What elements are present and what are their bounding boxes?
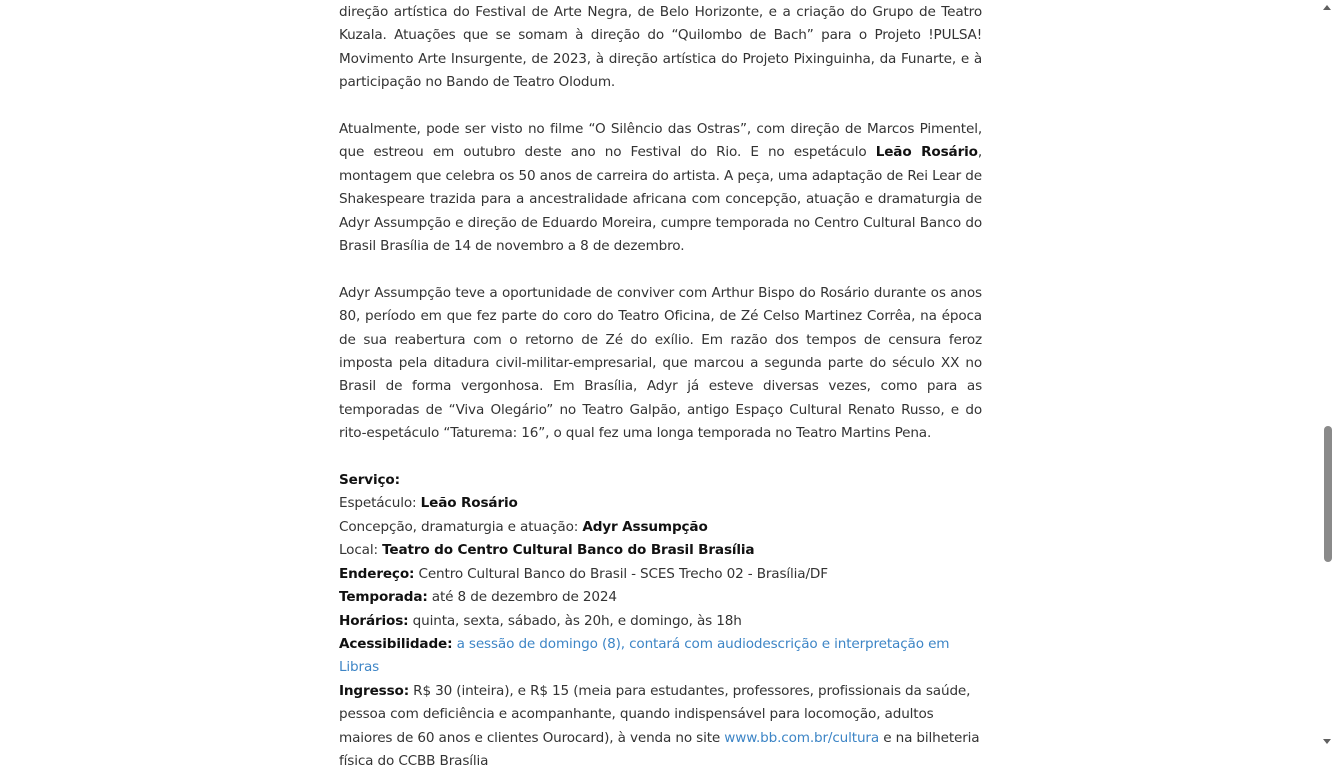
service-accessibility-label: Acessibilidade: <box>339 635 453 652</box>
scroll-down-arrow-icon[interactable] <box>1323 739 1331 744</box>
service-schedule-label: Horários: <box>339 612 409 629</box>
scrollbar-thumb[interactable] <box>1324 426 1332 562</box>
service-show-value: Leão Rosário <box>420 495 518 512</box>
service-tickets-label: Ingresso: <box>339 682 409 699</box>
service-show <box>339 492 982 515</box>
service-venue-value: Teatro do Centro Cultural Banco do Brasil Brasília <box>382 542 755 559</box>
service-address-value: Centro Cultural Banco do Brasil - SCES Trecho 02 - Brasília/DF <box>414 565 828 582</box>
paragraph-current-work-text-1: Atualmente, pode ser visto no filme “O Silêncio das Ostras”, com direção de Marcos Pimentel, que estreou em outubro deste ano no Festival do Rio. E no espetáculo <box>339 121 982 161</box>
service-address <box>339 563 982 586</box>
vertical-scrollbar[interactable] <box>1320 0 1335 749</box>
paragraph-current-work <box>339 118 982 258</box>
service-accessibility <box>339 633 982 680</box>
service-season-value: até 8 de dezembro de 2024 <box>427 589 617 606</box>
accessibility-link[interactable]: a sessão de domingo (8), contará com audiodescrição e interpretação em Libras <box>339 635 950 676</box>
service-tickets-text-1: R$ 30 (inteira), e R$ 15 (meia para estudantes, professores, profissionais da saúde, pessoa com deficiência e acompanhante, quando indispensável para locomoção, adultos maiores de 60 anos e clientes Ourocard), à venda no site <box>339 682 971 746</box>
paragraph-current-work-text-2: , montagem que celebra os 50 anos de carreira do artista. A peça, uma adaptação de Rei Lear de Shakespeare trazida para a ancestralidade africana com concepção, atuação e dramaturgia de Adyr Assumpção e direção de Eduardo Moreira, cumpre temporada no Centro Cultural Banco do Brasil Brasília de 14 de novembro a 8 de dezembro. <box>339 144 982 255</box>
scroll-up-arrow-icon[interactable] <box>1323 5 1331 10</box>
service-heading <box>339 469 982 492</box>
paragraph-history: Adyr Assumpção teve a oportunidade de conviver com Arthur Bispo do Rosário durante os anos 80, período em que fez parte do coro do Teatro Oficina, de Zé Celso Martinez Corrêa, na época de sua reabertura com o retorno de Zé do exílio. Em razão dos tempos de censura feroz imposta pela ditadura civil-militar-empresarial, que marcou a segunda parte do século XX no Brasil de forma vergonhosa. Em Brasília, Adyr já esteve diversas vezes, como para as temporadas de “Viva Olegário” no Teatro Galpão, antigo Espaço Cultural Renato Russo, e do rito-espetáculo “Taturema: 16”, o qual fez uma longa temporada no Teatro Martins Pena. <box>339 284 982 442</box>
service-season <box>339 586 982 609</box>
service-heading-text: Serviço: <box>339 472 400 489</box>
service-conception <box>339 516 982 539</box>
service-schedule <box>339 610 982 633</box>
service-tickets <box>339 680 982 773</box>
service-venue-label: Local: <box>339 542 383 559</box>
show-title-bold: Leão Rosário <box>875 144 978 161</box>
service-tickets-text-2: e na bilheteria física do CCBB Brasília <box>339 729 980 769</box>
service-venue <box>339 539 982 562</box>
service-address-label: Endereço: <box>339 565 415 582</box>
service-conception-value: Adyr Assumpção <box>582 518 708 535</box>
service-info <box>339 469 982 773</box>
service-conception-label: Concepção, dramaturgia e atuação: <box>339 518 583 535</box>
tickets-site-link[interactable]: www.bb.com.br/cultura <box>724 729 880 746</box>
service-show-label: Espetáculo: <box>339 495 421 512</box>
paragraph-career: direção artística do Festival de Arte Negra, de Belo Horizonte, e a criação do Grupo de Teatro Kuzala. Atuações que se somam à direção do “Quilombo de Bach” para o Projeto !PULSA! Movimento Arte Insurgente, de 2023, à direção artística do Projeto Pixinguinha, da Funarte, e à participação no Bando de Teatro Olodum. <box>339 4 982 91</box>
service-season-label: Temporada: <box>339 589 428 606</box>
article-body <box>339 1 982 773</box>
service-schedule-value: quinta, sexta, sábado, às 20h, e domingo, às 18h <box>408 612 742 629</box>
